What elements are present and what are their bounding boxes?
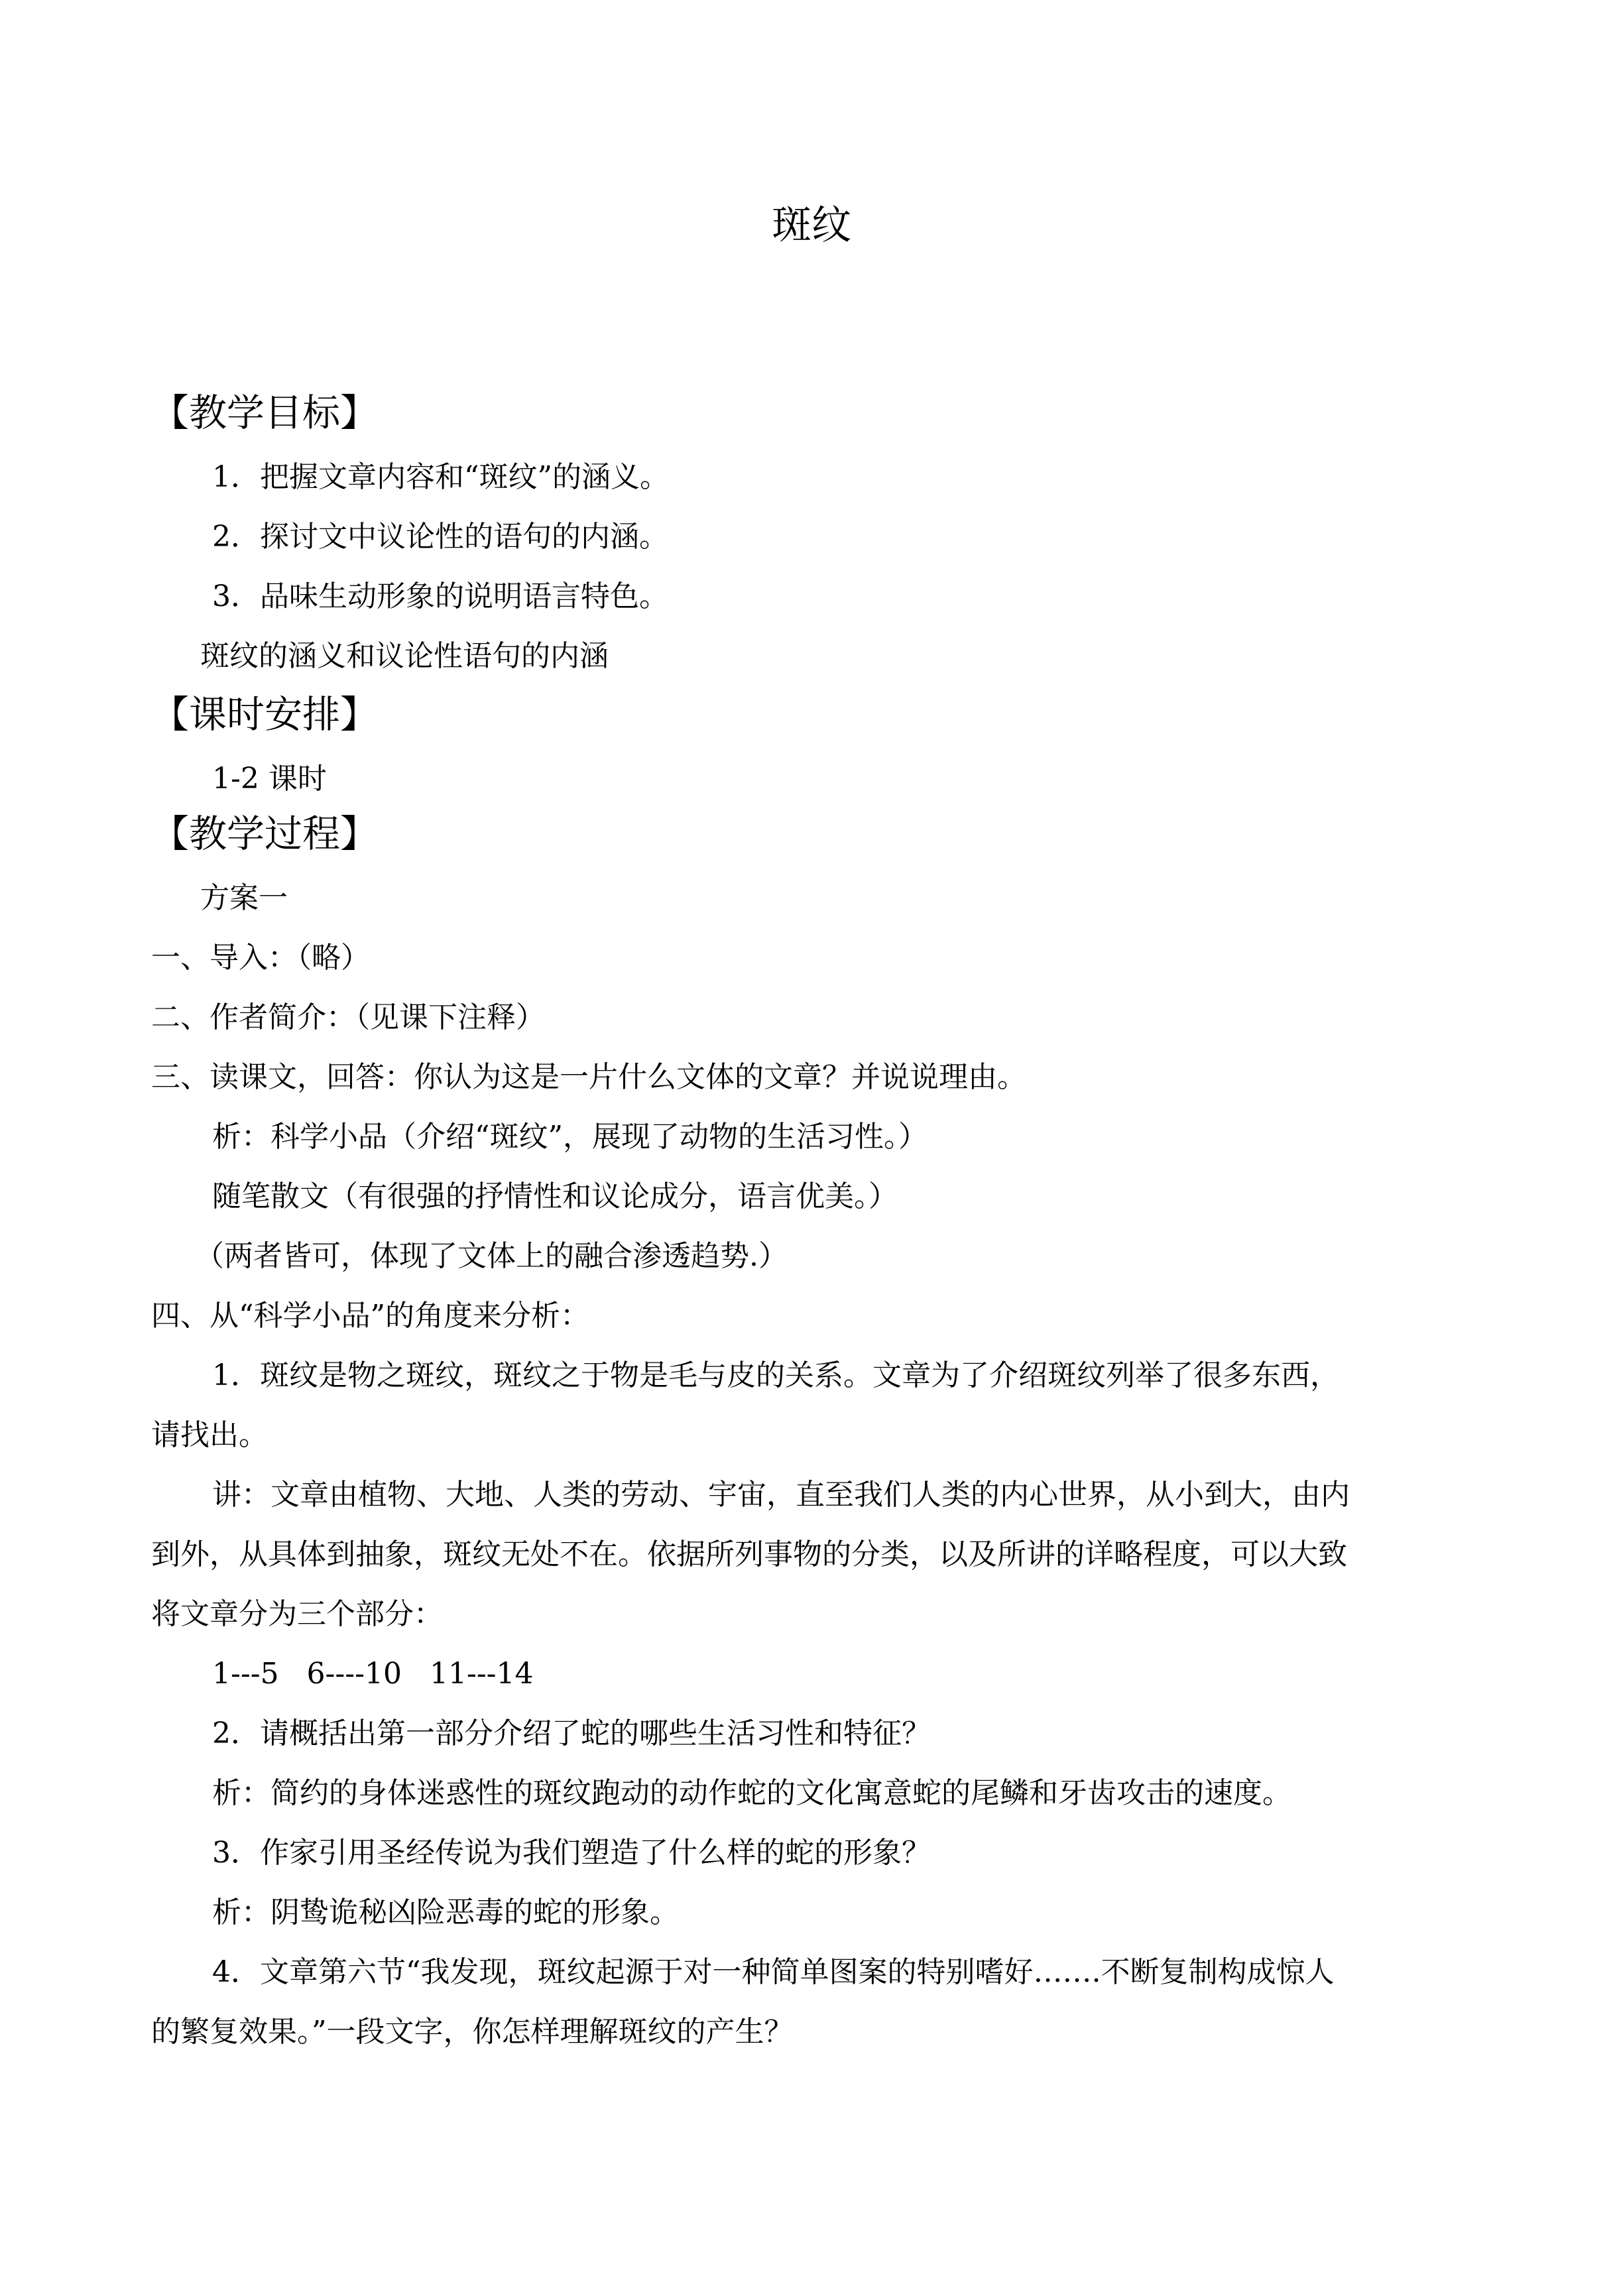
- question-3: 3．作家引用圣经传说为我们塑造了什么样的蛇的形象？: [212, 1836, 931, 1870]
- question-4-line-2: 的繁复效果。”一段文字，你怎样理解斑纹的产生？: [151, 2015, 794, 2049]
- schedule-text: 1-2 课时: [212, 762, 327, 796]
- step-4: 四、从“科学小品”的角度来分析：: [151, 1299, 589, 1333]
- plan-label: 方案一: [200, 881, 288, 915]
- objective-item-3: 3．品味生动形象的说明语言特色。: [212, 579, 668, 613]
- page-title: 斑纹: [772, 202, 851, 249]
- step-1: 一、导入：（略）: [151, 941, 370, 975]
- heading-objectives: 【教学目标】: [151, 391, 378, 435]
- objective-focus: 斑纹的涵义和议论性语句的内涵: [200, 639, 609, 673]
- answer-1-line-2: 到外，从具体到抽象，斑纹无处不在。依据所列事物的分类，以及所讲的详略程度，可以大致: [151, 1538, 1347, 1571]
- answer-2: 析：简约的身体迷惑性的斑纹跑动的动作蛇的文化寓意蛇的尾鳞和牙齿攻击的速度。: [212, 1776, 1292, 1810]
- answer-1-line-3: 将文章分为三个部分：: [151, 1597, 443, 1631]
- step-3: 三、读课文，回答：你认为这是一片什么文体的文章？并说说理由。: [151, 1060, 1026, 1094]
- objective-item-1: 1．把握文章内容和“斑纹”的涵义。: [212, 460, 669, 494]
- question-4-line-1: 4．文章第六节“我发现，斑纹起源于对一种简单图案的特别嗜好…….不断复制构成惊人: [212, 1955, 1335, 1989]
- question-1-line-1: 1．斑纹是物之斑纹，斑纹之于物是毛与皮的关系。文章为了介绍斑纹列举了很多东西，: [212, 1359, 1339, 1392]
- step-2: 二、作者简介：（见课下注释）: [151, 1000, 545, 1034]
- heading-process: 【教学过程】: [151, 812, 378, 856]
- answer-1-line-1: 讲：文章由植物、大地、人类的劳动、宇宙，直至我们人类的内心世界，从小到大，由内: [212, 1478, 1350, 1512]
- question-1-line-2: 请找出。: [151, 1418, 268, 1452]
- question-2: 2．请概括出第一部分介绍了蛇的哪些生活习性和特征？: [212, 1717, 931, 1750]
- step-3-answer-2: 随笔散文（有很强的抒情性和议论成分，语言优美。）: [212, 1179, 898, 1213]
- objective-item-2: 2．探讨文中议论性的语句的内涵。: [212, 520, 668, 554]
- step-3-answer-1: 析：科学小品（介绍“斑纹”，展现了动物的生活习性。）: [212, 1120, 928, 1154]
- part-division: 1---5 6----10 11---14: [212, 1657, 534, 1691]
- step-3-answer-3: （两者皆可，体现了文体上的融合渗透趋势.）: [195, 1239, 788, 1273]
- heading-schedule: 【课时安排】: [151, 693, 378, 737]
- answer-3: 析：阴鸷诡秘凶险恶毒的蛇的形象。: [212, 1896, 679, 1929]
